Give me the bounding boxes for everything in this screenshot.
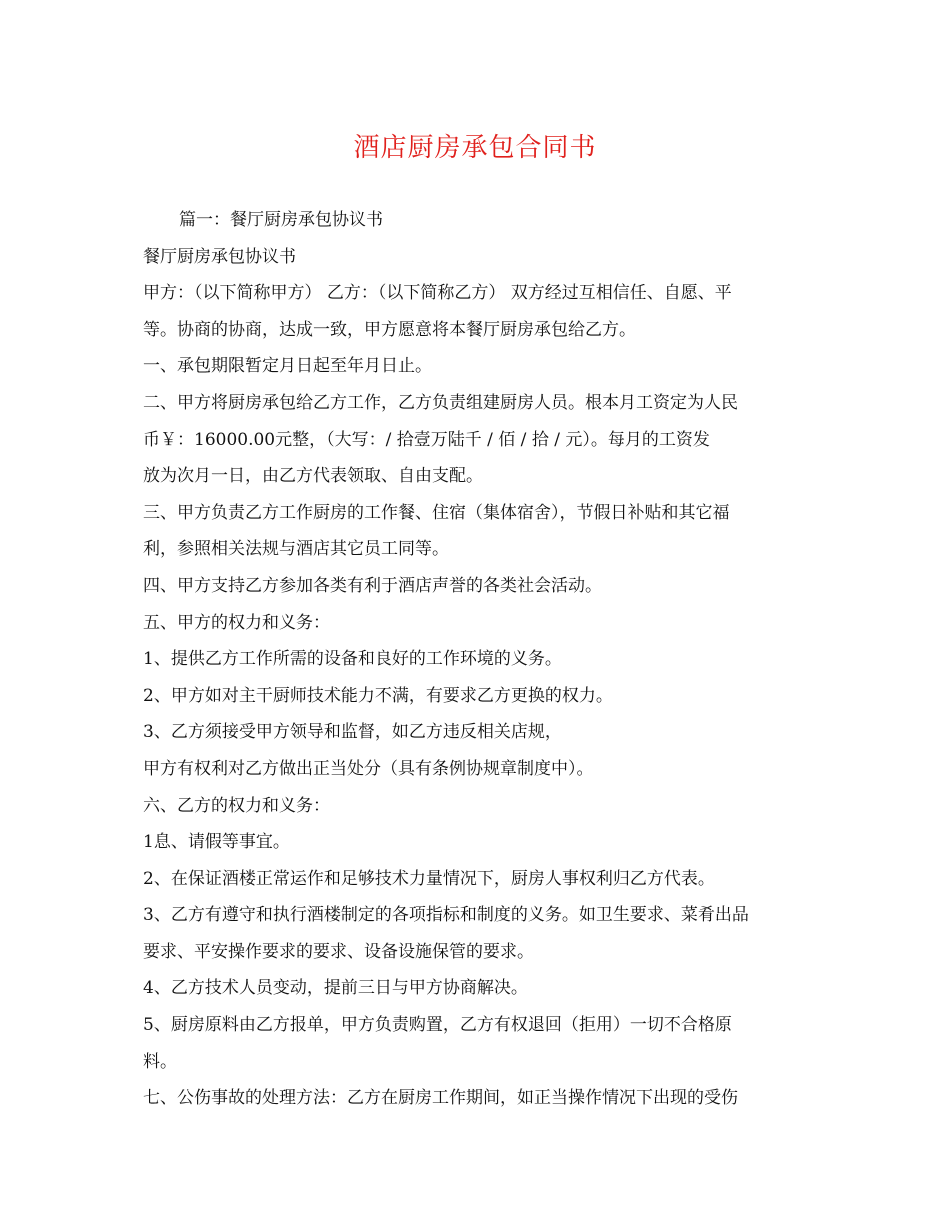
- paragraph-line: 3、乙方须接受甲方领导和监督，如乙方违反相关店规，: [143, 722, 562, 743]
- paragraph-line: 1、提供乙方工作所需的设备和良好的工作环境的义务。: [143, 649, 562, 670]
- paragraph-line: 放为次月一日，由乙方代表领取、自由支配。: [143, 466, 483, 487]
- paragraph-line: 甲方有权利对乙方做出正当处分（具有条例协规章制度中）。: [143, 758, 594, 779]
- paragraph-line: 3、乙方有遵守和执行酒楼制定的各项指标和制度的义务。如卫生要求、菜肴出品: [143, 905, 749, 926]
- document-body: [143, 202, 813, 1117]
- paragraph-line: 甲方：（以下简称甲方） 乙方：（以下简称乙方） 双方经过互相信任、自愿、平: [143, 283, 732, 304]
- paragraph-line: 利，参照相关法规与酒店其它员工同等。: [143, 539, 449, 560]
- paragraph-line: 七、公伤事故的处理方法：乙方在厨房工作期间，如正当操作情况下出现的受伤: [143, 1088, 738, 1109]
- paragraph-line: 等。协商的协商，达成一致，甲方愿意将本餐厅厨房承包给乙方。: [143, 319, 636, 340]
- paragraph-line: 一、承包期限暂定月日起至年月日止。: [143, 356, 432, 377]
- paragraph-line: 5、厨房原料由乙方报单，甲方负责购置，乙方有权退回（拒用）一切不合格原: [143, 1015, 732, 1036]
- paragraph-line: 五、甲方的权力和义务：: [143, 612, 330, 633]
- paragraph-line: 4、乙方技术人员变动，提前三日与甲方协商解决。: [143, 978, 528, 999]
- paragraph-line: 四、甲方支持乙方参加各类有利于酒店声誉的各类社会活动。: [143, 575, 602, 596]
- paragraph-line: 篇一：餐厅厨房承包协议书: [179, 210, 383, 230]
- paragraph-line: 1息、请假等事宜。: [143, 832, 290, 853]
- paragraph-line: 三、甲方负责乙方工作厨房的工作餐、住宿（集体宿舍），节假日补贴和其它福: [143, 502, 730, 523]
- paragraph-line: 币￥：16000.00元整，（大写：/ 拾壹万陆千 / 佰 / 拾 / 元）。每月的工资发: [143, 429, 710, 450]
- paragraph-line: 2、在保证酒楼正常运作和足够技术力量情况下，厨房人事权利归乙方代表。: [143, 868, 715, 889]
- paragraph-line: 要求、平安操作要求的要求、设备设施保管的要求。: [143, 941, 534, 962]
- paragraph-line: 六、乙方的权力和义务：: [143, 795, 330, 816]
- paragraph-line: 料。: [143, 1051, 177, 1072]
- paragraph-line: 二、甲方将厨房承包给乙方工作，乙方负责组建厨房人员。根本月工资定为人民: [143, 392, 738, 413]
- paragraph-line: 2、甲方如对主干厨师技术能力不满，有要求乙方更换的权力。: [143, 685, 613, 706]
- paragraph-line: 餐厅厨房承包协议书: [143, 246, 296, 267]
- document-title: 酒店厨房承包合同书: [353, 133, 597, 163]
